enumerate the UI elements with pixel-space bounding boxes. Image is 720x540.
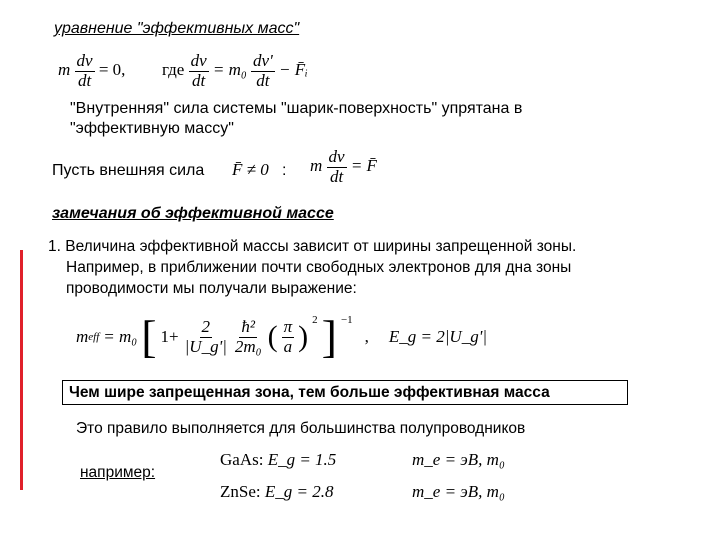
- eq3-lhs: m: [310, 156, 323, 176]
- denominator: dt: [256, 70, 270, 90]
- eq1-rhs: = 0,: [98, 60, 126, 80]
- band-gap-formula: E_g = 2|U_g'|: [388, 327, 488, 346]
- external-force-text: Пусть внешняя сила: [52, 162, 205, 179]
- denominator: dt: [329, 166, 344, 186]
- material: GaAs:: [220, 450, 264, 469]
- denominator: dt: [191, 70, 206, 90]
- power: 2: [312, 314, 318, 326]
- eq2-fraction: [251, 52, 275, 90]
- equation-newton-free: [58, 52, 125, 90]
- band-gap-value: E_g = 1.5: [267, 450, 337, 469]
- eq3-fraction: [327, 148, 347, 186]
- remarks-heading: замечания об эффективной массе: [52, 205, 334, 222]
- right-bracket: ]: [321, 311, 337, 362]
- where-word: где: [162, 60, 185, 80]
- eq2-rhs: − F̄ᵢ: [278, 60, 308, 80]
- numerator: ħ²: [241, 316, 256, 336]
- exponent: −1: [340, 314, 353, 326]
- equation-effective: [162, 52, 308, 90]
- denominator: |U_g'|: [184, 336, 227, 356]
- denominator: dt: [77, 70, 92, 90]
- numerator: dv: [190, 51, 207, 70]
- fraction-b: [233, 318, 264, 356]
- eq1-lhs: m: [58, 60, 71, 80]
- point1-line2: Например, в приближении почти свободных электронов для дна зоны: [66, 259, 572, 276]
- example-row: [220, 482, 333, 502]
- fraction-c: [282, 318, 295, 356]
- equation-external-force: [310, 148, 377, 186]
- boxed-rule: Чем шире запрещенная зона, тем больше эффективная масса: [62, 380, 628, 405]
- meff-symbol: m: [76, 327, 89, 346]
- point1-line1: 1. Величина эффективной массы зависит от ширины запрещенной зоны.: [48, 238, 577, 255]
- meff-subscript: eff: [88, 331, 100, 343]
- numerator: 2: [201, 316, 210, 336]
- material: ZnSe:: [220, 482, 261, 501]
- numerator: π: [283, 316, 293, 336]
- eq2-fraction: [189, 52, 209, 90]
- left-paren: (: [267, 320, 278, 353]
- fraction-a: [183, 318, 229, 356]
- internal-force-line1: "Внутренняя" сила системы "шарик-поверхность" упрятана в: [70, 100, 523, 117]
- numerator: dv': [253, 51, 273, 70]
- numerator: dv: [76, 51, 93, 70]
- right-paren: ): [298, 320, 309, 353]
- band-gap-value: E_g = 2.8: [264, 482, 334, 501]
- accent-bar: [20, 250, 23, 490]
- meff-equals: = m₀: [103, 327, 138, 346]
- eq3-rhs: = F̄: [350, 156, 377, 176]
- colon: :: [282, 162, 287, 179]
- eq2-mid: = m₀: [212, 60, 247, 80]
- point1-line3: проводимости мы получали выражение:: [66, 280, 357, 297]
- rule-note: Это правило выполняется для большинства полупроводников: [76, 420, 526, 437]
- denominator: a: [283, 336, 293, 356]
- force-condition: F̄ ≠ 0: [232, 160, 269, 179]
- internal-force-line2: "эффективную массу": [70, 120, 234, 137]
- example-mass: m_e = эВ, m₀: [412, 482, 505, 501]
- example-label: например:: [80, 464, 156, 481]
- eq1-fraction: [75, 52, 95, 90]
- effective-mass-formula: [76, 311, 488, 362]
- left-bracket: [: [141, 311, 157, 362]
- comma: ,: [364, 327, 369, 346]
- example-row: [220, 450, 336, 470]
- example-mass: m_e = эВ, m₀: [412, 450, 505, 469]
- one-plus: 1+: [160, 327, 179, 346]
- denominator: 2m₀: [234, 336, 262, 356]
- numerator: dv: [328, 147, 345, 166]
- slide-title: уравнение "эффективных масс": [54, 20, 300, 37]
